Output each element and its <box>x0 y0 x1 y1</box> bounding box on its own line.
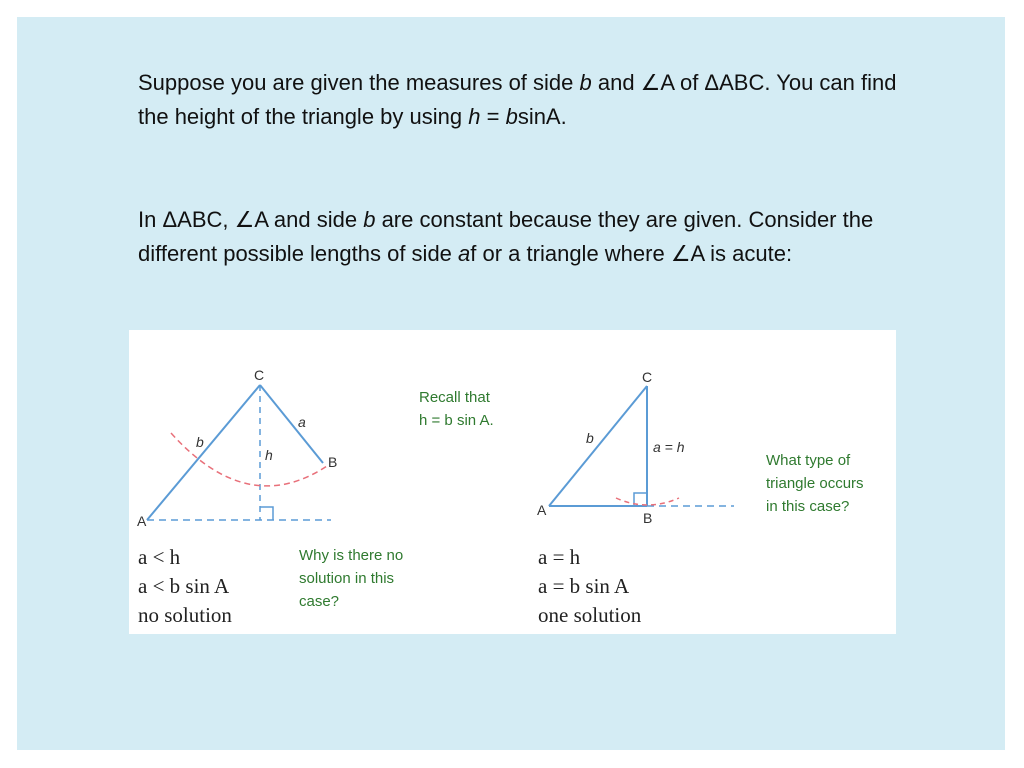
question-line: solution in this <box>299 570 395 587</box>
recall-note-line: Recall that <box>419 389 490 406</box>
vertex-c-label: C <box>642 369 653 385</box>
triangle-figure <box>129 330 896 634</box>
one-solution-diagram <box>537 369 864 627</box>
triangle-diagrams <box>129 330 896 634</box>
italic-h: h <box>468 104 481 129</box>
side-b-label: b <box>196 434 204 450</box>
vertex-b-label: B <box>328 454 338 470</box>
side-b-label: b <box>586 430 594 446</box>
question-line: Why is there no <box>299 547 404 564</box>
vertex-a-label: A <box>137 513 147 529</box>
text-span: Suppose you are given the measures of side <box>138 70 580 95</box>
question-line: in this case? <box>766 498 850 515</box>
italic-a: a <box>458 241 471 266</box>
vertex-c-label: C <box>254 367 265 383</box>
text-span: f or a triangle where ∠A is acute: <box>470 241 793 266</box>
recall-note-line: h = b sin A. <box>419 412 494 429</box>
condition-a-less-bsina: a < b sin A <box>138 574 230 598</box>
result-no-solution: no solution <box>138 603 232 627</box>
side-a-equals-h-label: a = h <box>653 439 685 455</box>
side-b-line <box>147 385 260 520</box>
italic-b: b <box>363 207 376 232</box>
condition-a-less-h: a < h <box>138 545 181 569</box>
constant-paragraph <box>138 203 898 271</box>
no-solution-diagram <box>137 367 403 627</box>
slide-background <box>17 17 1005 750</box>
vertex-a-label: A <box>537 502 547 518</box>
side-b-line <box>549 386 647 506</box>
height-label: h <box>265 447 273 463</box>
side-a-label: a <box>298 414 306 430</box>
vertex-b-label: B <box>643 510 653 526</box>
intro-paragraph <box>138 66 898 134</box>
italic-b: b <box>505 104 518 129</box>
text-span: = <box>480 104 506 129</box>
condition-a-equals-bsina: a = b sin A <box>538 574 630 598</box>
text-span: are constant because they are given. Consider the different possible lengths of side <box>138 207 874 266</box>
italic-b: b <box>579 70 592 95</box>
text-span: sinA. <box>517 104 567 129</box>
question-line: triangle occurs <box>766 475 864 492</box>
result-one-solution: one solution <box>538 603 642 627</box>
question-line: case? <box>299 593 340 610</box>
condition-a-equals-h: a = h <box>538 545 581 569</box>
text-span: In ΔABC, ∠A and side <box>138 207 364 232</box>
question-line: What type of <box>766 452 851 469</box>
text-span: and ∠A of ΔABC. You can find the height of the triangle by using <box>138 70 897 129</box>
right-angle-mark <box>260 507 273 520</box>
